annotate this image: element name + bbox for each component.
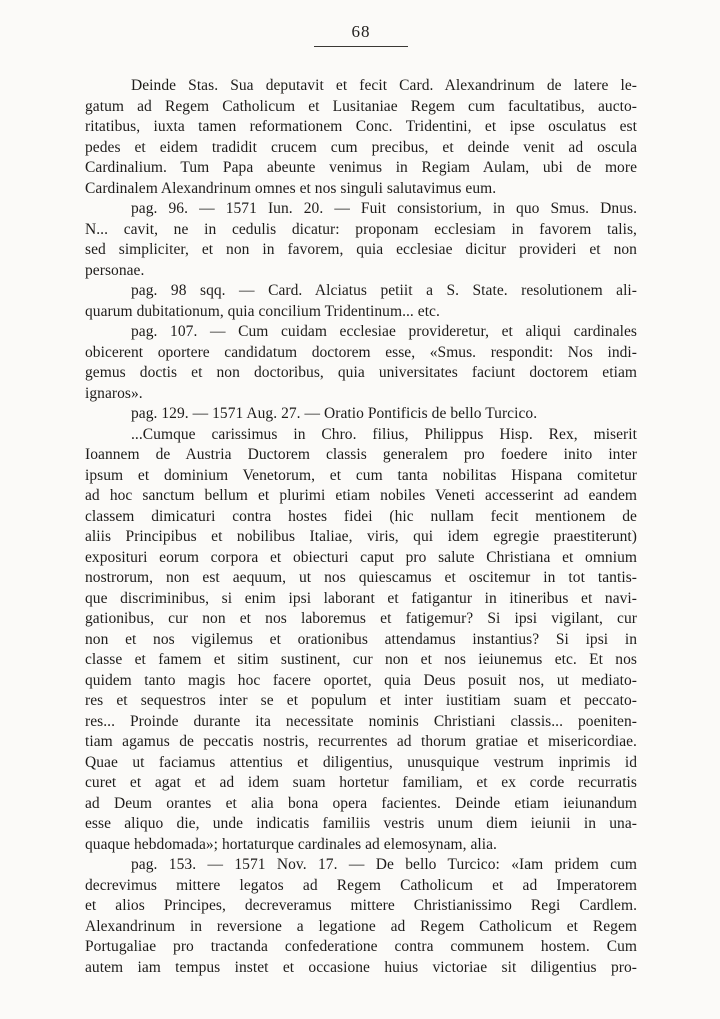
text-line: quarum dubitationum, quia concilium Tridentinum... etc. <box>85 302 440 320</box>
text-line: pag. 107. — Cum cuidam ecclesiae provideretur, et aliqui cardinales <box>131 323 637 340</box>
text-line: pag. 96. — 1571 Iun. 20. — Fuit consistorium, in quo Smus. Dnus. <box>131 200 637 217</box>
paragraph <box>85 855 637 978</box>
text-line: Quae ut faciamus attentius et diligentius, unusquique vestrum inprimis id <box>85 753 637 771</box>
paragraph <box>85 404 637 425</box>
paragraph <box>85 199 637 281</box>
text-line: ipsum et dominium Venetorum, et cum tanta nobilitas Hispana comitetur <box>85 466 637 484</box>
text-line: Portugaliae pro tractanda confederatione contra communem hostem. Cum <box>85 938 637 955</box>
text-line: ad hoc sanctum bellum et plurimi etiam nobiles Veneti accesserint ad eandem <box>85 487 637 504</box>
text-line: pag. 98 sqq. — Card. Alciatus petiit a S. State. resolutionem ali- <box>131 282 637 299</box>
text-line: classe et famem et sitim sustinent, cur non et nos ieiunemus etc. Et nos <box>85 651 637 668</box>
text-line: personae. <box>85 261 145 279</box>
text-line: Cardinalem Alexandrinum omnes et nos singuli salutavimus eum. <box>85 179 497 197</box>
text-line: ritatibus, iuxta tamen reformationem Conc. Tridentini, et ipse osculatus est <box>85 118 637 135</box>
text-line: ignaros». <box>85 384 143 402</box>
text-line: res et sequestros inter se et populum et inter iustitiam suam et peccato- <box>85 692 637 709</box>
paragraph <box>85 281 637 322</box>
text-line: que discriminibus, si enim ipsi laborant et fatigantur in itineribus et navi- <box>85 589 637 607</box>
text-line: N... cavit, ne in cedulis dicatur: proponam ecclesiam in favorem talis, <box>85 220 637 238</box>
text-line: autem iam tempus instet et occasione huius victoriae sit diligentius pro- <box>85 958 637 976</box>
page-header <box>85 22 637 47</box>
text-line: sed simpliciter, et non in favorem, quia ecclesiae dicitur provideri et non <box>85 241 637 258</box>
text-line: pag. 153. — 1571 Nov. 17. — De bello Turcico: «Iam pridem cum <box>131 856 637 873</box>
text-block <box>85 76 637 978</box>
text-line: quaque hebdomada»; hortaturque cardinales ad elemosynam, alia. <box>85 835 497 853</box>
page-number: 68 <box>351 22 371 41</box>
text-line: et alios Principes, decreveramus mittere Christianissimo Regi Cardlem. <box>85 897 637 914</box>
text-line: Alexandrinum in reversione a legatione ad Regem Catholicum et Regem <box>85 917 637 935</box>
text-line: tiam agamus de peccatis nostris, recurrentes ad thorum gratiae et misericordiae. <box>85 733 637 750</box>
paragraph <box>85 322 637 404</box>
text-line: gemus doctis et non doctoribus, quia universitates faciunt doctorem etiam <box>85 364 637 381</box>
text-line: ...Cumque carissimus in Chro. filius, Philippus Hisp. Rex, miserit <box>131 425 637 443</box>
text-line: Deinde Stas. Sua deputavit et fecit Card. Alexandrinum de latere le- <box>131 77 637 94</box>
text-line: gatum ad Regem Catholicum et Lusitaniae Regem cum facultatibus, aucto- <box>85 97 637 115</box>
text-line: res... Proinde durante ita necessitate nominis Christiani classis... poeniten- <box>85 712 637 730</box>
text-line: Cardinalium. Tum Papa abeunte venimus in Regiam Aulam, ubi de more <box>85 159 637 176</box>
text-line: esse aliquo die, unde indicatis familiis vestris unum diem ieiunii in una- <box>85 815 637 832</box>
text-line: nostrorum, non est aequum, ut nos quiescamus et oscitemur in tot tantis- <box>85 569 637 586</box>
text-line: decrevimus mittere legatos ad Regem Catholicum et ad Imperatorem <box>85 876 637 894</box>
text-line: pedes et eidem tradidit crucem cum precibus, et deinde venit ad oscula <box>85 138 637 156</box>
text-line: classem dimicaturi contra hostes fidei (hic nullam fecit mentionem de <box>85 507 637 525</box>
text-line: exposituri eorum corpora et obiecturi caput pro salute Christiana et omnium <box>85 548 637 566</box>
text-line: ad Deum orantes et alia bona opera facientes. Deinde etiam ieiunandum <box>85 794 637 812</box>
text-line: aliis Principibus et nobilibus Italiae, viris, qui idem egregie praestiterunt) <box>85 528 637 545</box>
text-line: obicerent oportere candidatum doctorem esse, «Smus. respondit: Nos indi- <box>85 343 637 361</box>
text-line: gationibus, cur non et nos laboremus et fatigemur? Si ipsi vigilant, cur <box>85 610 637 627</box>
text-line: quidem tanto magis hoc facere oportet, quia Deus posuit nos, ut mediato- <box>85 671 637 689</box>
text-line: curet et agat et ad idem suam hortetur familiam, et ex corde recurratis <box>85 774 637 791</box>
paragraph <box>85 425 637 856</box>
paragraph <box>85 76 637 199</box>
page-number-rule <box>314 46 408 47</box>
text-line: pag. 129. — 1571 Aug. 27. — Oratio Pontificis de bello Turcico. <box>131 405 538 422</box>
text-line: Ioannem de Austria Ductorem classis generalem pro foedere inito inter <box>85 446 637 463</box>
text-line: non et nos vigilemus et orationibus attendamus instantius? Si ipsi in <box>85 630 637 648</box>
